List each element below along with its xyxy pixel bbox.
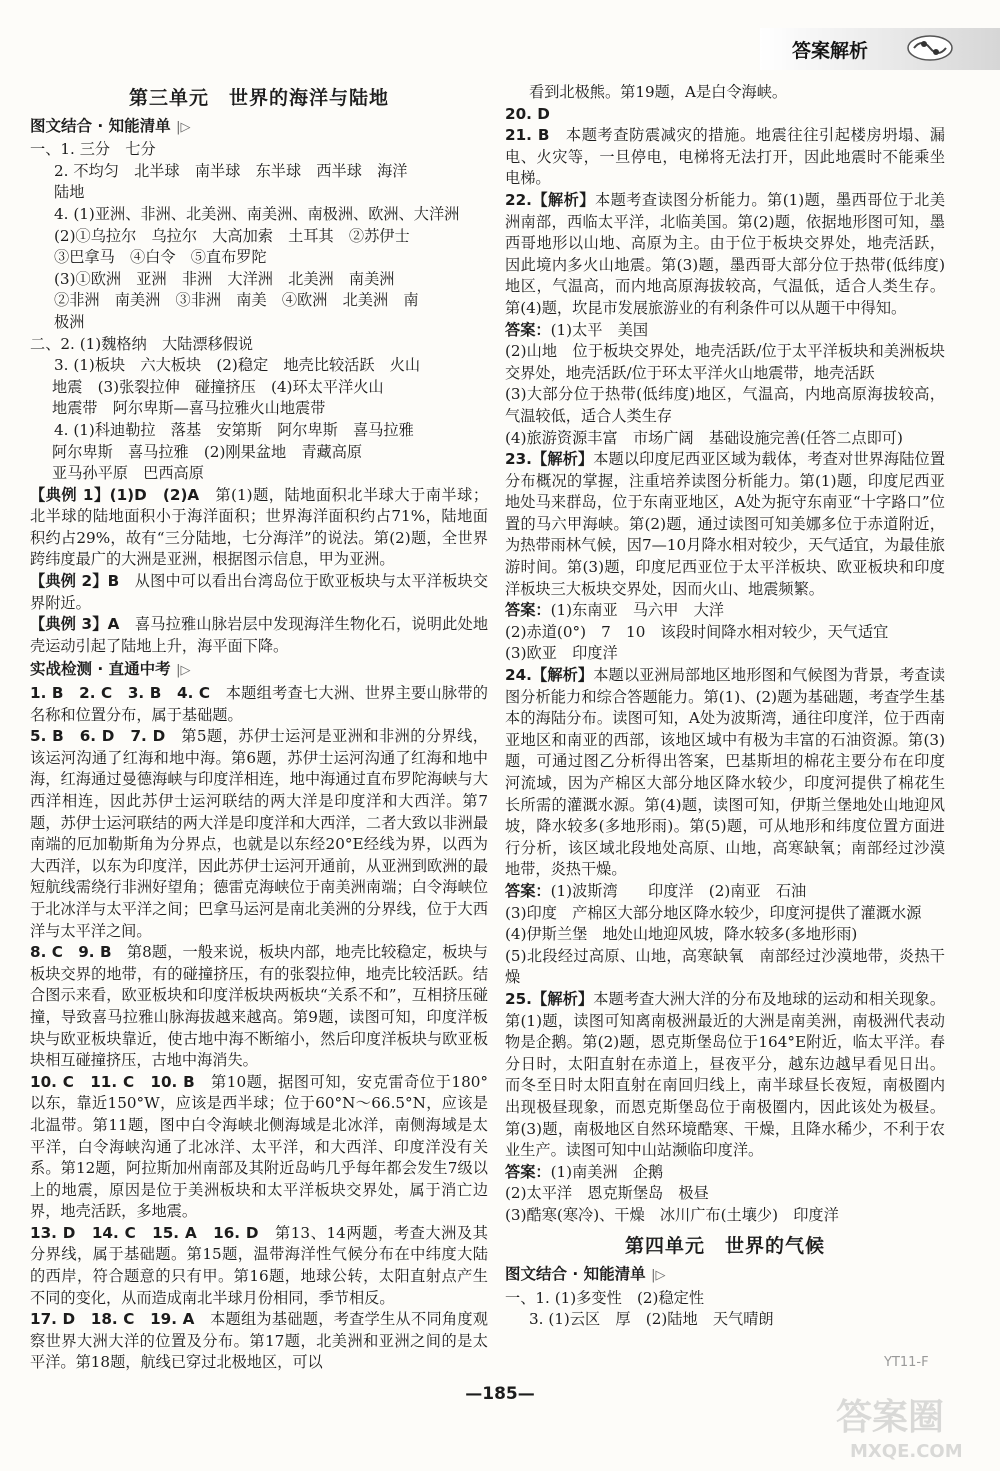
line-text: 极洲 [54,312,85,331]
knowledge-line [30,182,488,204]
answer-head: 20. D [505,104,550,123]
example-label: 【典例 2】 [30,572,108,591]
answer-label: 答案： [505,881,551,900]
answer-label: 答案： [505,320,551,339]
answer-text: 本题以印度尼西亚区域为载体，考查对世界海陆位置分布概况的掌握，注重培养读图分析能力。第(1)题，印度尼西亚地处马来群岛，位于东南亚地区，A处为扼守东南亚“十字路口”位置的马六甲海峡。第(2)题，通过读图可知美娜多位于赤道附近，为热带雨林气候，因7—10月降水相对较少，天气适宜，为最佳旅游时间。第(3)题，印度尼西亚位于太平洋板块、欧亚板块和印度洋板块三大板块交界处，因而火山、地震频繁。 [505,450,946,598]
answer-text: 喜马拉雅山脉岩层中发现海洋生物化石，说明此处地壳运动引起了陆地上升，海平面下降。 [30,615,489,655]
line-text: 亚马孙平原 巴西高原 [52,464,204,483]
answer-text: 本题考查大洲大洋的分布及地球的运动和相关现象。第(1)题，读图可知离南极洲最近的大洲是南美洲，南极洲代表动物是企鹅。第(2)题，恩克斯堡岛位于164°E附近，临太平洋。春分日时，太阳直射在赤道上，昼夜平分，越东边越早看见日出。而冬至日时太阳直射在南回归线上，南半球昼长夜短，南极圈内出现极昼现象，而恩克斯堡岛位于南极圈内，因此该处为极昼。第(3)题，南极地区自然环境酷寒、干燥，且降水稀少，不利于农业生产。读图可知中山站濒临印度洋。 [505,989,946,1160]
line-text: (2)①乌拉尔 乌拉尔 大高加索 土耳其 ②苏伊士 [54,226,410,245]
knowledge-line [30,290,488,312]
line-text: (3)欧亚 印度洋 [505,644,618,663]
brain-logo-icon [900,32,960,64]
line-text: (3)①欧洲 亚洲 非洲 大洋洲 北美洲 南美洲 [54,269,395,288]
line-text: (1)太平 美国 [550,320,649,339]
knowledge-line [505,1309,945,1331]
line-text: ②非洲 南美洲 ③非洲 南美 ④欧洲 北美洲 南 [54,291,419,310]
section-knowledge-label: 图文结合 · 知能清单 [30,116,171,135]
knowledge-line [30,377,488,399]
line-text: (2)赤道(0°) 7 10 该段时间降水相对较少，天气适宜 [505,622,889,641]
answer-head: 1. B 2. C 3. B 4. C [30,684,211,703]
answer-label: 答案： [505,1162,551,1181]
watermark-text: 答案圈 [836,1397,945,1438]
answer-text: 本题考查防震减灾的措施。地震往往引起楼房坍塌、漏电、火灾等，一旦停电，电梯将无法打开，因此地震时不能乘坐电梯。 [505,126,945,188]
answer-head: A [107,615,120,634]
knowledge-line [30,269,488,291]
line-text: (1)波斯湾 印度洋 (2)南亚 石油 [550,881,807,900]
answer-line [505,622,945,644]
example-item [30,485,488,571]
line-text: 二、2. (1)魏格纳 大陆漂移假说 [30,334,254,353]
answer-head: 5. B 6. D 7. D [30,727,166,746]
question-item [505,449,945,600]
answer-line [505,924,945,946]
answer-text: 看到北极熊。第19题，A是白令海峡。 [529,83,788,101]
knowledge-list [30,139,488,485]
answer-line [505,903,945,925]
unit4-title: 第四单元 世界的气候 [624,1235,825,1258]
line-text: (4)旅游资源丰富 市场广阔 基础设施完善(任答二点即可) [505,428,903,447]
question-item [505,665,945,881]
answer-item [30,1072,488,1223]
knowledge-line [30,226,488,248]
line-text: (3)印度 产棉区大部分地区降水较少，印度河提供了灌溉水源 [505,903,922,922]
answer-text: 第(1)题，陆地面积北半球大于南半球；北半球的陆地面积小于海洋面积；世界海洋面积约占71%，陆地面积约占29%，故有“三分陆地，七分海洋”的说法。第(2)题，全世界跨纬度最广的大洲是亚洲，根据图示信息，甲为亚洲。 [30,485,489,569]
answer-list-left [30,683,488,1374]
line-text: (3)大部分位于热带(低纬度)地区，气温高，内地高原海拔较高，气温较低，适合人类生存 [505,385,945,425]
answer-text: 本题以亚洲局部地区地形图和气候图为背景，考查读图分析能力和综合答题能力。第(1)、(2)题为基础题，考查学生基本的海陆分布。读图可知，A处为波斯湾，通往印度洋，位于西南亚地区和南亚的西部，该地区域中有极为丰富的石油资源。第(3)题，可通过图乙分析得出答案，巴基斯坦的棉花主要分布在印度河流域，因为产棉区大部分地区降水较少，印度河提供了棉花生长所需的灌溉水源。第(4)题，读图可知，伊斯兰堡地处山地迎风坡，降水较多(多地形雨)。第(5)题，可从地形和纬度位置方面进行分析，该区域北段地处高原、山地，高寒缺氧；南部经过沙漠地带，炎热干燥。 [505,666,946,879]
knowledge-line [30,139,488,161]
left-column [30,82,488,1374]
answer-25 [505,1162,945,1227]
line-text: 4. (1)亚洲、非洲、北美洲、南美洲、南极洲、欧洲、大洋洲 [54,204,460,223]
answer-line [505,643,945,665]
line-text: ③巴拿马 ④白令 ⑤直布罗陀 [54,248,267,267]
answer-item [505,104,945,126]
example-label: 【典例 1】 [30,485,110,504]
section-knowledge2-title [505,1264,945,1287]
example-list [30,485,488,658]
answer-item [505,125,945,190]
answer-line [505,341,945,384]
line-text: 地震带 阿尔卑斯—喜马拉雅火山地震带 [52,399,326,418]
line-text: 一、1. 三分 七分 [30,140,156,159]
line-text: (5)北段经过高原、山地，高寒缺氧 南部经过沙漠地带，炎热干燥 [505,946,945,987]
knowledge-line [30,398,488,420]
answer-label: 答案： [505,601,551,620]
question-25 [505,989,945,1162]
answer-head: 24.【解析】 [505,666,594,685]
answer-head: 25.【解析】 [505,989,594,1008]
answer-item [30,942,488,1072]
line-text: (4)伊斯兰堡 地处山地迎风坡，降水较多(多地形雨) [505,925,858,944]
answer-head: B [107,572,120,591]
answer-item [505,190,945,320]
answer-text: 第8题，一般来说，板块内部，地壳比较稳定，板块与板块交界的地带，有的碰撞挤压，有的张裂拉伸，地壳比较活跃。结合图示来看，欧亚板块和印度洋板块两板块“关系不和”，互相挤压碰撞，导致喜马拉雅山脉海拔越来越高。第9题，读图可知，印度洋板块与欧亚板块靠近，使古地中海不断缩小，然后印度洋板块与欧亚板块相互碰撞挤压，古地中海消失。 [30,943,488,1070]
answer-line [505,1162,945,1184]
example-label: 【典例 3】 [30,615,108,634]
line-text: 4. (1)科迪勒拉 落基 安第斯 阿尔卑斯 喜马拉雅 [54,420,414,439]
answer-head: 22.【解析】 [505,190,595,209]
line-text: 3. (1)板块 六大板块 (2)稳定 地壳比较活跃 火山 [54,356,421,375]
answer-text: 从图中可以看出台湾岛位于欧亚板块与太平洋板块交界附近。 [30,572,489,612]
answer-text: 第10题，据图可知，安克雷奇位于180°以东，靠近150°W，应该是西半球；位于60°N～66.5°N，应该是北温带。第11题，图中白令海峡北侧海域是北冰洋，南侧海域是太平洋，白令海峡沟通了北冰洋、太平洋，和大西洋、印度洋没有关系。第12题，阿拉斯加州南部及其附近岛屿几乎每年都会发生7级以上的地震，原因是位于美洲板块和太平洋板块交界处，属于消亡边界，地壳活跃，多地震。 [30,1072,488,1221]
answer-head: (1)D (2)A [109,485,200,504]
right-column [505,82,945,1331]
section-knowledge2-label: 图文结合 · 知能清单 [505,1265,646,1284]
answer-line [505,1183,945,1205]
answer-item [30,1223,488,1309]
line-text: 陆地 [54,183,85,202]
answer-24 [505,881,945,989]
unit3-title: 第三单元 世界的海洋与陆地 [128,87,389,109]
line-text: 一、1. (1)多变性 (2)稳定性 [505,1288,705,1307]
knowledge-line [30,442,488,464]
answer-text: 第5题，苏伊士运河是亚洲和非洲的分界线，该运河沟通了红海和地中海。第6题，苏伊士运河沟通了红海和地中海，红海通过曼德海峡与印度洋相连，地中海通过直布罗陀海峡与大西洋相连，因此苏伊士运河联结的两大洋是印度洋和大西洋。第7题，苏伊士运河联结的两大洋是印度洋和大西洋，二者大致以非洲最南端的厄加勒斯角为分界点，也就是以东经20°E经线为界，以西为大西洋，以东为印度洋，因此苏伊士运河开通前，从亚洲到欧洲的最短航线需绕行非洲好望角；德雷克海峡位于南美洲南端；白令海峡位于北冰洋与太平洋之间；巴拿马运河是南北美洲的分界线，位于大西洋与太平洋之间。 [30,727,488,940]
knowledge-line [30,463,488,485]
line-text: (3)酷寒(寒冷)、干燥 冰川广布(土壤少) 印度洋 [505,1205,839,1224]
answer-text: 本题组考查七大洲、世界主要山脉带的名称和位置分布，属于基础题。 [30,684,488,724]
line-text: 阿尔卑斯 喜马拉雅 (2)刚果盆地 青藏高原 [52,442,363,461]
example-item [30,571,488,614]
answer-23 [505,600,945,665]
answer-text: 本题组为基础题，考查学生从不同角度观察世界大洲大洋的位置及分布。第17题，北美洲和亚洲之间的是太平洋。第18题，航线已穿过北极地区，可以 [30,1310,488,1372]
answer-head: 8. C 9. B [30,943,112,962]
knowledge-line [505,1288,945,1310]
knowledge-line [30,355,488,377]
answer-line [505,1205,945,1227]
answer-line [505,384,945,427]
section-arrow-icon: |▷ [176,663,191,679]
book-code: YT11-F [884,1355,929,1370]
answer-item [505,82,945,104]
answer-text: 本题考查读图分析能力。第(1)题，墨西哥位于北美洲南部，西临太平洋，北临美国。第(2)题，依据地形图可知，墨西哥地形以山地、高原为主。由于位于板块交界处，地壳活跃，因此境内多火山地震。第(3)题，墨西哥大部分位于热带(低纬度)地区，气温高，而内地高原海拔较高，气温低，适合人类生存。第(4)题，坎昆市发展旅游业的有利条件可以从题干中得知。 [505,190,946,317]
section-exam-title [30,659,488,682]
answer-22 [505,320,945,450]
answer-item [30,726,488,942]
example-item [30,614,488,657]
section-knowledge-title [30,116,488,139]
answer-line [505,320,945,342]
line-text: (2)太平洋 恩克斯堡岛 极昼 [505,1184,709,1203]
page-number: —185— [465,1384,535,1404]
header-title: 答案解析 [792,40,869,62]
answer-head: 13. D 14. C 15. A 16. D [30,1223,259,1242]
question-23 [505,449,945,600]
line-text: 地震 (3)张裂拉伸 碰撞挤压 (4)环太平洋火山 [52,377,384,396]
knowledge-line [30,247,488,269]
section-arrow-icon: |▷ [176,119,191,135]
knowledge-line [30,161,488,183]
answer-head: 23.【解析】 [505,450,594,469]
watermark-url: MXQE.COM [850,1441,963,1462]
answer-item [30,683,488,726]
question-item [505,989,945,1162]
knowledge-line [30,420,488,442]
unit4-list [505,1288,945,1331]
section-arrow-icon: |▷ [651,1268,666,1284]
answer-line [505,428,945,450]
line-text: (1)南美洲 企鹅 [550,1162,664,1181]
line-text: (2)山地 位于板块交界处，地壳活跃/位于太平洋板块和美洲板块交界处，地壳活跃/位于环太平洋火山地震带，地壳活跃 [505,342,945,382]
answer-head: 10. C 11. C 10. B [30,1072,195,1091]
watermark-logo [828,1385,988,1465]
knowledge-line [30,204,488,226]
answer-head: 21. B [505,126,550,145]
answer-head: 17. D 18. C 19. A [30,1310,195,1329]
knowledge-line [30,334,488,356]
knowledge-line [30,312,488,334]
answer-line [505,881,945,903]
answer-text: 第13、14两题，考查大洲及其分界线，属于基础题。第15题，温带海洋性气候分布在中纬度大陆的西岸，符合题意的只有甲。第16题，地球公转，太阳直射点产生不同的变化，从而造成南北半球月份相同，季节相反。 [30,1223,488,1307]
line-text: 3. (1)云区 厚 (2)陆地 天气晴朗 [529,1310,774,1329]
answer-line [505,946,945,989]
answer-item [30,1309,488,1374]
answer-line [505,600,945,622]
section-exam-label: 实战检测 · 直通中考 [30,660,171,679]
question-24 [505,665,945,881]
line-text: (1)东南亚 马六甲 大洋 [550,601,724,620]
line-text: 2. 不均匀 北半球 南半球 东半球 西半球 海洋 [54,161,408,180]
answer-list-right [505,82,945,320]
